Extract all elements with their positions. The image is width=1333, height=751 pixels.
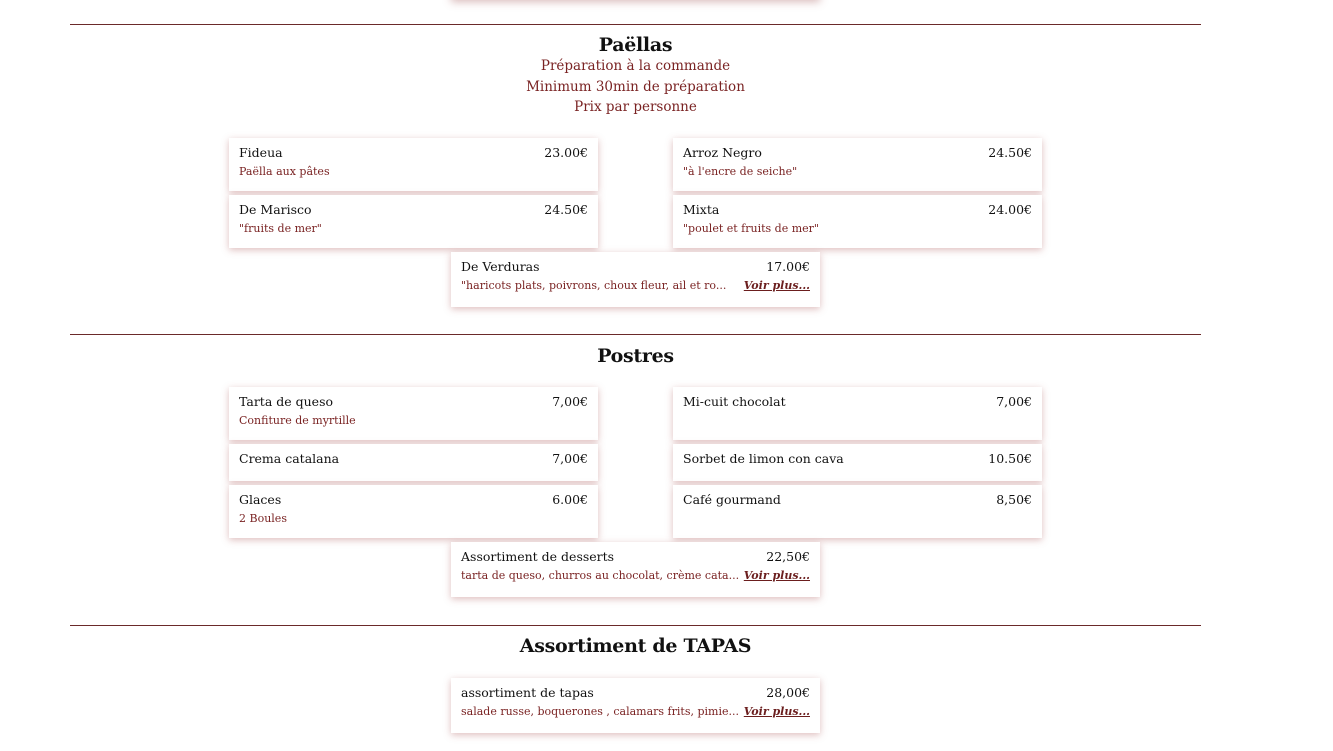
item-description: "fruits de mer" <box>239 222 322 235</box>
item-name: Mixta <box>683 202 720 217</box>
item-name: Fideua <box>239 145 283 160</box>
item-name: De Verduras <box>461 259 540 274</box>
item-name: Café gourmand <box>683 492 781 507</box>
item-price: 6.00€ <box>552 492 588 507</box>
voir-plus-link[interactable]: Voir plus... <box>743 705 810 718</box>
item-price: 24.50€ <box>988 145 1032 160</box>
item-name: assortiment de tapas <box>461 685 594 700</box>
menu-item-card[interactable] <box>229 387 598 440</box>
menu-item-card[interactable] <box>229 195 598 248</box>
section-title: Assortiment de TAPAS <box>519 635 752 657</box>
item-name: Crema catalana <box>239 451 340 466</box>
item-name: Tarta de queso <box>239 394 334 409</box>
item-name: Glaces <box>239 492 282 507</box>
item-price: 24.50€ <box>544 202 588 217</box>
voir-plus-link[interactable]: Voir plus... <box>743 569 810 582</box>
menu-item-card[interactable] <box>673 485 1042 538</box>
item-description: "à l'encre de seiche" <box>683 165 798 178</box>
item-price: 8,50€ <box>996 492 1032 507</box>
section-divider <box>70 334 1201 335</box>
menu-item-card[interactable] <box>673 387 1042 440</box>
item-description: "haricots plats, poivrons, choux fleur, ail et ro... <box>461 279 727 292</box>
item-name: Sorbet de limon con cava <box>683 451 844 466</box>
item-price: 17.00€ <box>766 259 810 274</box>
item-price: 24.00€ <box>988 202 1032 217</box>
item-price: 10.50€ <box>988 451 1032 466</box>
menu-item-card[interactable] <box>451 252 820 307</box>
voir-plus-link[interactable]: Voir plus... <box>743 279 810 292</box>
item-description: tarta de queso, churros au chocolat, crème cata... <box>461 569 740 582</box>
menu-item-card[interactable] <box>673 195 1042 248</box>
section-title: Postres <box>597 345 674 367</box>
item-price: 28,00€ <box>766 685 810 700</box>
menu-item-card[interactable] <box>229 444 598 481</box>
section-header-postres <box>0 345 1271 367</box>
item-description: salade russe, boquerones , calamars frits, pimie... <box>461 705 739 718</box>
section-header-tapas <box>0 635 1271 657</box>
item-description: "poulet et fruits de mer" <box>683 222 819 235</box>
menu-item-card[interactable] <box>451 542 820 597</box>
item-description: Paëlla aux pâtes <box>239 165 330 178</box>
section-title: Paëllas <box>598 34 673 56</box>
item-price: 7,00€ <box>996 394 1032 409</box>
menu-item-card[interactable] <box>451 678 820 733</box>
menu-item-card[interactable] <box>229 138 598 191</box>
section-divider <box>70 625 1201 626</box>
item-price: 23.00€ <box>544 145 588 160</box>
item-price: 7,00€ <box>552 394 588 409</box>
item-price: 7,00€ <box>552 451 588 466</box>
section-subtitle: Prix par personne <box>574 99 697 115</box>
item-name: Arroz Negro <box>683 145 762 160</box>
section-subtitle: Préparation à la commande <box>540 58 731 74</box>
menu-item-card[interactable] <box>673 444 1042 481</box>
section-subtitle: Minimum 30min de préparation <box>526 78 745 95</box>
item-name: Assortiment de desserts <box>461 549 615 564</box>
menu-item-card[interactable] <box>229 485 598 538</box>
item-description: 2 Boules <box>239 512 287 525</box>
item-name: Mi-cuit chocolat <box>683 394 786 409</box>
section-header-paellas <box>0 34 1271 118</box>
section-divider <box>70 24 1201 25</box>
item-description: Confiture de myrtille <box>239 414 356 427</box>
item-price: 22,50€ <box>766 549 810 564</box>
menu-item-card[interactable] <box>673 138 1042 191</box>
item-name: De Marisco <box>239 202 312 217</box>
